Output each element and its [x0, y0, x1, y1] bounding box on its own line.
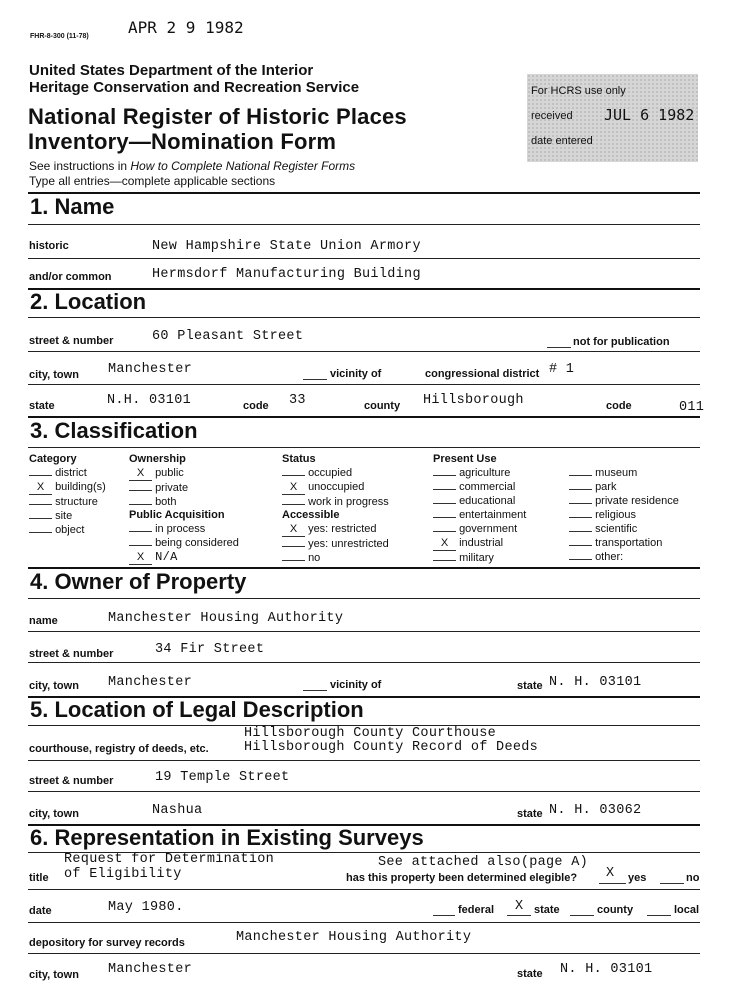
checkbox-occupied[interactable]: occupied	[282, 466, 389, 480]
divider	[28, 224, 700, 225]
courthouse-value-1: Hillsborough County Courthouse	[244, 726, 497, 741]
divider	[28, 662, 700, 663]
blank-line	[303, 690, 327, 691]
see-attached-note: See attached also(page A)	[378, 855, 589, 870]
federal-checkbox[interactable]	[433, 915, 455, 916]
depository-city-value: Manchester	[108, 962, 193, 977]
section-1-heading: 1. Name	[30, 194, 115, 219]
survey-date-label: date	[29, 905, 52, 917]
checkbox-unoccupied[interactable]: X unoccupied	[282, 480, 389, 495]
legal-street-value: 19 Temple Street	[155, 770, 290, 785]
checkbox-commercial[interactable]: commercial	[433, 480, 526, 494]
courthouse-value-2: Hillsborough County Record of Deeds	[244, 740, 539, 755]
section-6-heading: 6. Representation in Existing Surveys	[30, 825, 424, 850]
checkbox-industrial[interactable]: X industrial	[433, 536, 526, 551]
divider	[28, 192, 700, 194]
common-name-value: Hermsdorf Manufacturing Building	[152, 267, 421, 282]
owner-state-value: N. H. 03101	[549, 675, 642, 690]
blank-line	[547, 347, 571, 348]
state-code-label: code	[243, 400, 269, 412]
common-name-label: and/or common	[29, 271, 112, 283]
divider	[28, 447, 700, 448]
checkbox-public[interactable]: X public	[129, 466, 188, 481]
checkbox-in-process[interactable]: in process	[129, 522, 239, 536]
checkbox-no[interactable]: no	[282, 551, 389, 565]
divider	[28, 791, 700, 792]
state-survey-label: state	[534, 904, 560, 916]
eligible-yes-mark[interactable]: X	[606, 866, 615, 881]
received-date-stamp: APR 2 9 1982	[128, 18, 244, 37]
present-use-list-1	[433, 466, 526, 565]
owner-name-label: name	[29, 615, 58, 627]
divider	[28, 384, 700, 385]
checkbox-na[interactable]: X N/A	[129, 550, 239, 565]
checkbox-other[interactable]: other:	[569, 550, 679, 564]
divider	[28, 258, 700, 259]
public-acquisition-header: Public Acquisition	[129, 509, 225, 521]
instructions-line2: Type all entries—complete applicable sections	[29, 174, 276, 188]
blank-line	[599, 883, 626, 884]
checkbox-yes-unrestricted[interactable]: yes: unrestricted	[282, 537, 389, 551]
checkbox-park[interactable]: park	[569, 480, 679, 494]
ownership-header: Ownership	[129, 453, 186, 465]
ownership-list	[129, 466, 188, 509]
eligibility-question: has this property been determined elegible?	[346, 872, 578, 884]
instructions-reference: How to Complete National Register Forms	[130, 159, 356, 173]
depository-city-label: city, town	[29, 969, 79, 981]
checkbox-object[interactable]: object	[29, 523, 106, 537]
divider	[28, 760, 700, 761]
divider	[28, 631, 700, 632]
checkbox-museum[interactable]: museum	[569, 466, 679, 480]
acquisition-list	[129, 522, 239, 565]
checkbox-entertainment[interactable]: entertainment	[433, 508, 526, 522]
owner-city-label: city, town	[29, 680, 79, 692]
legal-state-value: N. H. 03062	[549, 803, 642, 818]
legal-city-label: city, town	[29, 808, 79, 820]
checkbox-scientific[interactable]: scientific	[569, 522, 679, 536]
county-value: Hillsborough	[423, 393, 524, 408]
legal-street-label: street & number	[29, 775, 114, 787]
checkbox-yes-restricted[interactable]: X yes: restricted	[282, 522, 389, 537]
divider	[28, 351, 700, 352]
state-label: state	[29, 400, 55, 412]
checkbox-structure[interactable]: structure	[29, 495, 106, 509]
checkbox-being-considered[interactable]: being considered	[129, 536, 239, 550]
instructions-prefix: See instructions in	[29, 159, 131, 173]
checkbox-private[interactable]: private	[129, 481, 188, 495]
county-survey-label: county	[597, 904, 634, 916]
legal-city-value: Nashua	[152, 803, 203, 818]
legal-state-label: state	[517, 808, 543, 820]
form-id: FHR-8-300 (11-78)	[30, 33, 89, 40]
owner-vicinity-label: vicinity of	[330, 679, 382, 691]
depository-value: Manchester Housing Authority	[236, 930, 472, 945]
street-label: street & number	[29, 335, 114, 347]
eligible-no-label: no	[686, 872, 700, 884]
not-for-publication-label: not for publication	[573, 336, 670, 348]
checkbox-district[interactable]: district	[29, 466, 106, 480]
courthouse-label: courthouse, registry of deeds, etc.	[29, 743, 209, 755]
status-list	[282, 466, 389, 509]
survey-title-label: title	[29, 872, 49, 884]
owner-street-label: street & number	[29, 648, 114, 660]
section-5-heading: 5. Location of Legal Description	[30, 697, 364, 722]
section-2-heading: 2. Location	[30, 289, 147, 314]
divider	[28, 953, 700, 954]
section-3-heading: 3. Classification	[30, 418, 198, 443]
federal-label: federal	[458, 904, 495, 916]
checkbox-agriculture[interactable]: agriculture	[433, 466, 526, 480]
depository-state-label: state	[517, 968, 543, 980]
vicinity-label: vicinity of	[330, 368, 382, 380]
state-value: N.H. 03101	[107, 393, 192, 408]
hcrs-box-title: For HCRS use only	[531, 85, 626, 97]
checkbox-religious[interactable]: religious	[569, 508, 679, 522]
county-label: county	[364, 400, 401, 412]
hcrs-received-stamp: JUL 6 1982	[604, 106, 695, 124]
survey-title-value-1: Request for Determination	[64, 852, 275, 867]
accessible-header: Accessible	[282, 509, 340, 521]
checkbox-private-residence[interactable]: private residence	[569, 494, 679, 508]
checkbox-military[interactable]: military	[433, 551, 526, 565]
checkbox-buildings[interactable]: X building(s)	[29, 480, 106, 495]
state-code-value: 33	[289, 393, 306, 408]
accessible-list	[282, 522, 389, 565]
depository-label: depository for survey records	[29, 937, 185, 949]
present-use-header: Present Use	[433, 453, 497, 465]
form-title-line2: Inventory—Nomination Form	[28, 129, 337, 154]
owner-city-value: Manchester	[108, 675, 193, 690]
category-header: Category	[29, 453, 77, 465]
hcrs-received-label: received	[531, 110, 573, 122]
depository-state-value: N. H. 03101	[560, 962, 653, 977]
county-checkbox[interactable]	[570, 915, 594, 916]
eligible-no-checkbox[interactable]	[660, 883, 684, 884]
checkbox-both[interactable]: both	[129, 495, 188, 509]
form-title-line1: National Register of Historic Places	[28, 104, 407, 129]
checkbox-work-in-progress[interactable]: work in progress	[282, 495, 389, 509]
city-label: city, town	[29, 369, 79, 381]
state-survey-mark[interactable]: X	[515, 899, 524, 914]
status-header: Status	[282, 453, 316, 465]
blank-line	[507, 915, 531, 916]
local-checkbox[interactable]	[647, 915, 671, 916]
divider	[28, 922, 700, 923]
survey-title-value-2: of Eligibility	[64, 867, 182, 882]
survey-date-value: May 1980.	[108, 900, 184, 915]
checkbox-transportation[interactable]: transportation	[569, 536, 679, 550]
present-use-list-2	[569, 466, 679, 564]
congressional-district-value: # 1	[549, 362, 575, 377]
divider	[28, 889, 700, 890]
checkbox-educational[interactable]: educational	[433, 494, 526, 508]
agency-line1: United States Department of the Interior	[29, 62, 314, 79]
hcrs-date-entered-label: date entered	[531, 135, 593, 147]
checkbox-site[interactable]: site	[29, 509, 106, 523]
city-value: Manchester	[108, 362, 193, 377]
divider	[28, 598, 700, 599]
historic-name-value: New Hampshire State Union Armory	[152, 239, 421, 254]
eligible-yes-label: yes	[628, 872, 647, 884]
divider	[28, 317, 700, 318]
congressional-district-label: congressional district	[425, 368, 540, 380]
county-code-label: code	[606, 400, 632, 412]
section-4-heading: 4. Owner of Property	[30, 569, 247, 594]
local-survey-label: local	[674, 904, 700, 916]
owner-state-label: state	[517, 680, 543, 692]
agency-line2: Heritage Conservation and Recreation Service	[29, 79, 360, 96]
owner-street-value: 34 Fir Street	[155, 642, 265, 657]
category-list	[29, 466, 106, 537]
owner-name-value: Manchester Housing Authority	[108, 611, 344, 626]
street-value: 60 Pleasant Street	[152, 329, 304, 344]
checkbox-government[interactable]: government	[433, 522, 526, 536]
county-code-value: 011	[679, 400, 705, 415]
blank-line	[303, 379, 327, 380]
instructions	[29, 159, 355, 173]
historic-label: historic	[29, 240, 69, 252]
